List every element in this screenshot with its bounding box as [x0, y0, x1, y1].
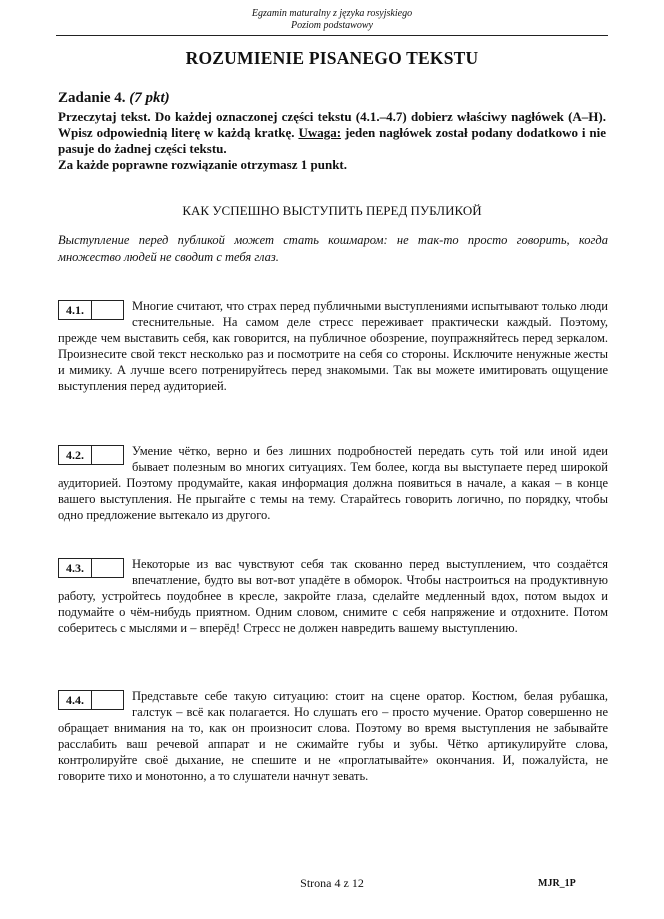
- paragraph-4-1: [58, 298, 608, 394]
- task-instructions: [58, 90, 606, 173]
- paragraph-4-2: [58, 443, 608, 523]
- answer-box-4-3: [58, 558, 124, 578]
- paragraph-4-4: [58, 688, 608, 784]
- answer-number: 4.2.: [59, 446, 92, 464]
- answer-box-4-4: [58, 690, 124, 710]
- paragraph-4-3: [58, 556, 608, 636]
- answer-cell[interactable]: [92, 301, 123, 319]
- reading-text-title: КАК УСПЕШНО ВЫСТУПИТЬ ПЕРЕД ПУБЛИКОЙ: [182, 203, 482, 218]
- paragraph-text: Умение чётко, верно и без лишних подробностей передать суть той или иной идеи бывает полезным во многих ситуациях. Тем более, когда вы выступаете перед широкой аудиторией. Поэтому продумайте, какая информация должна появиться в начале, а какая – в конце вашего выступления. Не прыгайте с темы на тему. Старайтесь говорить логично, по порядку, чтобы одно предложение вытекало из другого.: [58, 444, 608, 522]
- answer-cell[interactable]: [92, 691, 123, 709]
- instruction-part-2: jeden nagłówek został podany dodatkowo i nie pasuje do żadnej części tekstu.: [58, 125, 606, 156]
- answer-cell[interactable]: [92, 446, 123, 464]
- page-header: [0, 8, 664, 32]
- exam-level: Poziom podstawowy: [291, 20, 373, 31]
- page-number: Strona 4 z 12: [300, 876, 364, 890]
- exam-title: Egzamin maturalny z języka rosyjskiego: [251, 8, 413, 19]
- task-instruction-text: [58, 109, 606, 157]
- answer-number: 4.1.: [59, 301, 92, 319]
- exam-code: MJR_1P: [538, 878, 576, 889]
- answer-cell[interactable]: [92, 559, 123, 577]
- paragraph-text: Многие считают, что страх перед публичными выступлениями испытывают только люди стеснительные. На самом деле стресс переживает практически каждый. Поэтому, прежде чем выставить себя, как говорится, на публичное обозрение, поупражняйтесь перед зеркалом. Произнесите свой текст несколько раз и посмотрите на себя со стороны. Исключите ненужные жесты и мимику. А лучше всего потренируйтесь перед знакомыми. Так вы можете имитировать ощущение выступления перед аудиторией.: [58, 299, 608, 393]
- task-points: (7 pkt): [129, 90, 170, 106]
- answer-box-4-1: [58, 300, 124, 320]
- answer-box-4-2: [58, 445, 124, 465]
- reading-text-lead: Выступление перед публикой может стать кошмаром: не так-то просто говорить, когда множество людей не сводит с тебя глаз.: [58, 233, 608, 264]
- paragraph-text: Представьте себе такую ситуацию: стоит на сцене оратор. Костюм, белая рубашка, галстук – всё как полагается. Но слушать его – просто мучение. Оратор совершенно не обращает внимания на то, как он произносит слова. Поэтому во время выступления не забывайте расслабить ваш речевой аппарат и не сжимайте губы и зубы. Чётко артикулируйте слова, контролируйте своё дыхание, не спешите и не «проглатывайте» окончания. И, пожалуйста, не говорите тихо и монотонно, а то слушатели начнут зевать.: [58, 689, 608, 783]
- scoring-note: Za każde poprawne rozwiązanie otrzymasz 1 punkt.: [58, 157, 348, 172]
- header-divider: [56, 35, 608, 36]
- paragraph-text: Некоторые из вас чувствуют себя так скованно перед выступлением, что создаётся впечатление, будто вы вот-вот упадёте в обморок. Чтобы настроиться на продуктивную работу, устройтесь поудобнее в кресле, закройте глаза, сделайте медленный вдох, потом выдох и подумайте о чём-нибудь приятном. Одним словом, снимите с себя напряжение и отдохните. Потом соберитесь с мыслями и – вперёд! Стресс не должен навредить вашему выступлению.: [58, 557, 608, 635]
- section-title: ROZUMIENIE PISANEGO TEKSTU: [185, 48, 479, 68]
- answer-number: 4.3.: [59, 559, 92, 577]
- note-label: Uwaga:: [298, 125, 342, 140]
- instruction-part-1: Przeczytaj tekst. Do każdej oznaczonej części tekstu (4.1.–4.7) dobierz właściwy nagłówek (A–H). Wpisz odpowiednią literę w każdą kratkę.: [58, 109, 606, 140]
- task-number: Zadanie 4.: [58, 90, 126, 106]
- task-heading: [58, 90, 606, 106]
- answer-number: 4.4.: [59, 691, 92, 709]
